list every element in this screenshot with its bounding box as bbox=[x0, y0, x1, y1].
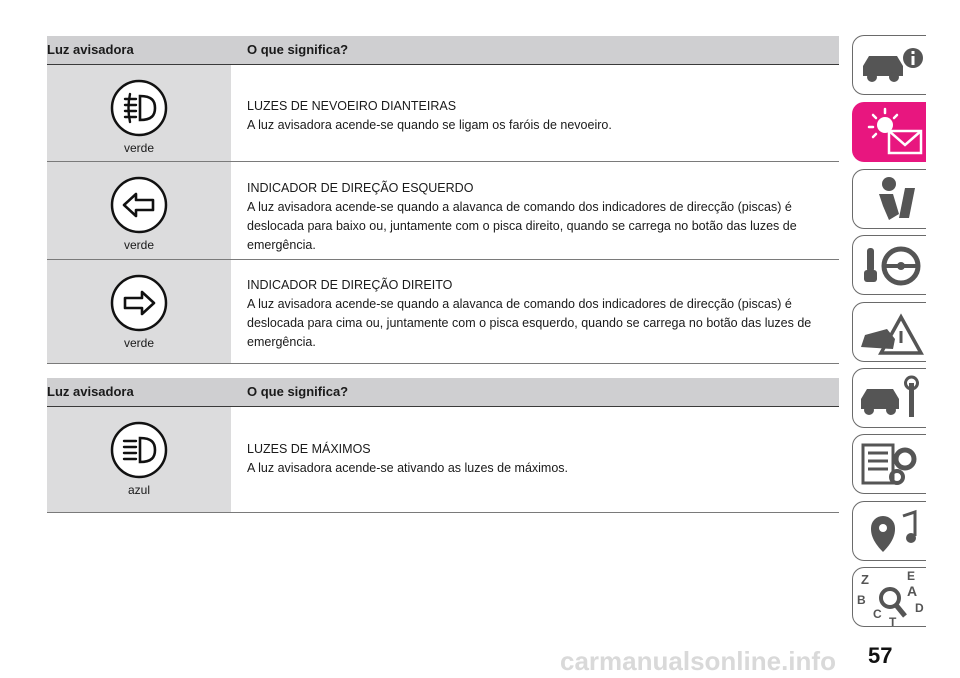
meaning-cell bbox=[231, 162, 839, 259]
index-letter: Z bbox=[861, 572, 869, 587]
warning-lights-table-1 bbox=[47, 36, 839, 364]
meaning-cell bbox=[231, 65, 839, 161]
page-number: 57 bbox=[868, 643, 893, 668]
color-label: verde bbox=[123, 141, 155, 155]
multimedia-icon bbox=[853, 502, 926, 560]
table-header bbox=[47, 36, 839, 65]
row-title: INDICADOR DE DIREÇÃO DIREITO bbox=[247, 278, 453, 292]
key-steering-wheel-icon bbox=[853, 236, 926, 294]
row-title: INDICADOR DE DIREÇÃO ESQUERDO bbox=[247, 181, 474, 195]
index-letter: E bbox=[907, 569, 916, 583]
car-info-icon bbox=[853, 36, 926, 94]
index-letter: C bbox=[873, 607, 882, 621]
header-warning-light: Luz avisadora bbox=[47, 42, 134, 57]
tab-warning-lights[interactable] bbox=[852, 102, 926, 162]
color-label: verde bbox=[123, 336, 155, 350]
color-label: azul bbox=[127, 483, 150, 497]
icon-cell bbox=[47, 260, 231, 363]
index-search-icon bbox=[853, 568, 926, 626]
row-text: emergência. bbox=[247, 238, 316, 252]
row-text: deslocada para cima ou, juntamente com o pisca esquerdo, quando se carrega no botão das luzes de bbox=[247, 316, 812, 330]
tab-multimedia[interactable] bbox=[852, 501, 926, 561]
left-turn-arrow-icon bbox=[110, 176, 168, 234]
warning-light-message-icon bbox=[853, 103, 926, 161]
meaning-cell bbox=[231, 407, 839, 512]
table-row bbox=[47, 407, 839, 513]
car-crash-warning-icon bbox=[853, 303, 926, 361]
row-text: A luz avisadora acende-se quando a alavanca de comando dos indicadores de direcção (piscas) é bbox=[247, 297, 792, 311]
icon-cell bbox=[47, 407, 231, 512]
warning-lights-table-2 bbox=[47, 378, 839, 513]
table-row bbox=[47, 162, 839, 260]
table-row bbox=[47, 260, 839, 364]
tab-car-info[interactable] bbox=[852, 35, 926, 95]
tab-safety[interactable] bbox=[852, 169, 926, 229]
row-text: A luz avisadora acende-se quando a alavanca de comando dos indicadores de direcção (piscas) é bbox=[247, 200, 792, 214]
right-turn-arrow-icon bbox=[110, 274, 168, 332]
tab-technical-specs[interactable] bbox=[852, 434, 926, 494]
index-letter: T bbox=[889, 615, 897, 626]
index-letter: D bbox=[915, 601, 924, 615]
icon-cell bbox=[47, 162, 231, 259]
row-text: A luz avisadora acende-se ativando as luzes de máximos. bbox=[247, 461, 569, 475]
icon-cell bbox=[47, 65, 231, 161]
header-meaning: O que significa? bbox=[247, 384, 349, 399]
tab-index[interactable] bbox=[852, 567, 926, 627]
header-warning-light: Luz avisadora bbox=[47, 384, 134, 399]
table-row bbox=[47, 65, 839, 162]
high-beam-icon bbox=[110, 421, 168, 479]
index-letter: A bbox=[907, 583, 918, 599]
table-header bbox=[47, 378, 839, 407]
front-fog-light-icon bbox=[110, 79, 168, 137]
specs-gear-icon bbox=[853, 435, 926, 493]
tab-emergency[interactable] bbox=[852, 302, 926, 362]
meaning-cell bbox=[231, 260, 839, 363]
tab-starting-driving[interactable] bbox=[852, 235, 926, 295]
row-text: deslocada para baixo ou, juntamente com o pisca direito, quando se carrega no botão das luzes de bbox=[247, 219, 797, 233]
row-text: A luz avisadora acende-se quando se ligam os faróis de nevoeiro. bbox=[247, 118, 612, 132]
index-letter: B bbox=[857, 593, 866, 607]
seat-safety-icon bbox=[853, 170, 926, 228]
tab-maintenance[interactable] bbox=[852, 368, 926, 428]
row-title: LUZES DE MÁXIMOS bbox=[247, 442, 371, 456]
header-meaning: O que significa? bbox=[247, 42, 349, 57]
car-wrench-icon bbox=[853, 369, 926, 427]
color-label: verde bbox=[123, 238, 155, 252]
watermark: carmanualsonline.info bbox=[560, 646, 836, 676]
row-text: emergência. bbox=[247, 335, 316, 349]
row-title: LUZES DE NEVOEIRO DIANTEIRAS bbox=[247, 99, 457, 113]
